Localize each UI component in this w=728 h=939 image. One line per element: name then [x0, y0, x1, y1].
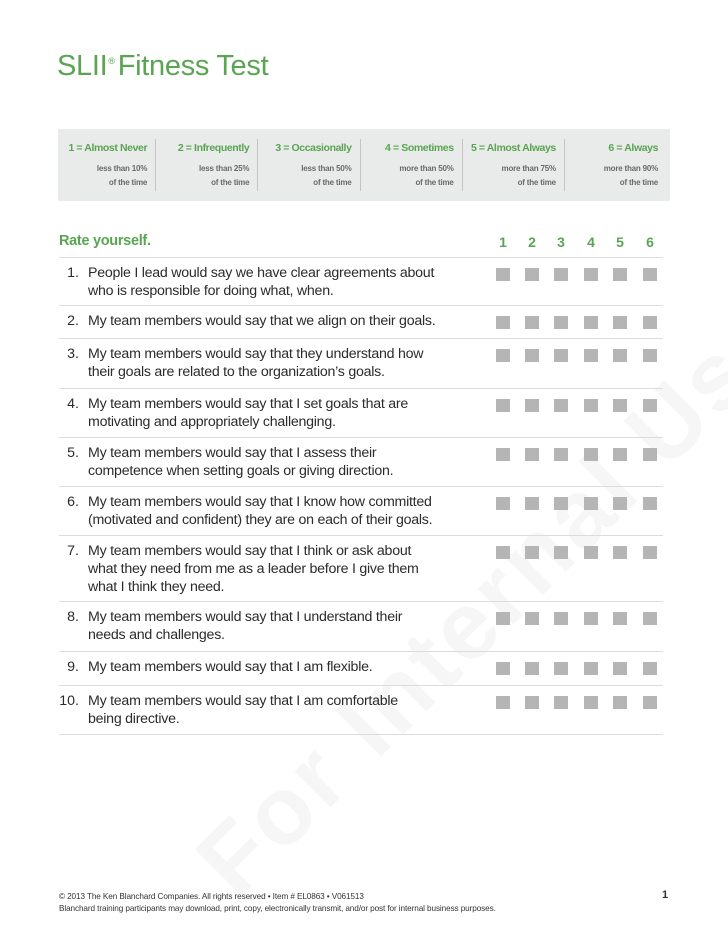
question-text-line: My team members would say that I am flexible. [88, 659, 373, 675]
rating-checkbox-1[interactable] [496, 546, 510, 559]
question-text-line: My team members would say that I think or ask about [88, 543, 412, 559]
question-text [88, 395, 488, 431]
question-number: 4. [67, 396, 79, 412]
question-row [59, 306, 663, 339]
rating-checkbox-6[interactable] [643, 448, 657, 461]
rating-checkbox-4[interactable] [584, 546, 598, 559]
rating-checkbox-4[interactable] [584, 497, 598, 510]
legend-desc: less than 50% of the time [301, 164, 352, 187]
rating-checkbox-4[interactable] [584, 349, 598, 362]
rating-checkbox-4[interactable] [584, 696, 598, 709]
question-text-line: who is responsible for doing what, when. [88, 283, 334, 299]
legend-desc: more than 50% of the time [399, 164, 454, 187]
question-row [59, 602, 663, 652]
rating-checkbox-2[interactable] [525, 662, 539, 675]
question-number: 7. [67, 543, 79, 559]
rating-checkbox-5[interactable] [613, 349, 627, 362]
rating-header [59, 232, 663, 258]
rating-checkbox-3[interactable] [554, 448, 568, 461]
rating-checkbox-5[interactable] [613, 662, 627, 675]
legend-item-5 [471, 139, 565, 191]
usage-line: Blanchard training participants may download, print, copy, electronically transmit, and/or post for internal business purposes. [59, 904, 496, 913]
legend-desc: less than 10% of the time [96, 164, 148, 187]
rating-checkbox-2[interactable] [525, 497, 539, 510]
question-text-line: My team members would say that we align on their goals. [88, 313, 436, 329]
legend-label: 1 = Almost Never [68, 142, 148, 154]
question-text [88, 493, 488, 529]
legend-item-1 [62, 139, 156, 191]
question-text-line: My team members would say that they understand how [88, 346, 424, 362]
question-row [59, 686, 663, 735]
rating-checkbox-6[interactable] [643, 546, 657, 559]
question-number: 3. [67, 346, 79, 362]
question-number: 5. [67, 445, 79, 461]
copyright-line: © 2013 The Ken Blanchard Companies. All rights reserved • Item # EL0863 • V061513 [59, 892, 364, 901]
rating-checkbox-6[interactable] [643, 268, 657, 281]
rating-checkbox-3[interactable] [554, 316, 568, 329]
rating-checkbox-5[interactable] [613, 612, 627, 625]
rating-checkbox-2[interactable] [525, 696, 539, 709]
question-number: 1. [67, 265, 79, 281]
question-text-line: their goals are related to the organization’s goals. [88, 364, 385, 380]
rating-checkbox-6[interactable] [643, 696, 657, 709]
rating-checkbox-5[interactable] [613, 696, 627, 709]
footer [59, 891, 496, 915]
rating-checkbox-6[interactable] [643, 662, 657, 675]
legend-label: 2 = Infrequently [177, 142, 250, 154]
rating-checkbox-1[interactable] [496, 316, 510, 329]
page-title [57, 50, 268, 83]
question-text-line: what they need from me as a leader before I give them [88, 561, 419, 577]
question-text-line: My team members would say that I know how committed [88, 494, 432, 510]
rating-checkbox-1[interactable] [496, 268, 510, 281]
rating-checkbox-3[interactable] [554, 546, 568, 559]
question-text [88, 608, 488, 644]
rating-checkbox-3[interactable] [554, 612, 568, 625]
question-row [59, 438, 663, 487]
legend-label: 5 = Almost Always [470, 142, 556, 154]
rating-checkbox-2[interactable] [525, 316, 539, 329]
rating-checkbox-1[interactable] [496, 696, 510, 709]
rating-checkbox-1[interactable] [496, 349, 510, 362]
rating-checkbox-3[interactable] [554, 662, 568, 675]
rating-checkbox-1[interactable] [496, 399, 510, 412]
rating-checkbox-4[interactable] [584, 399, 598, 412]
question-text-line: being directive. [88, 711, 180, 727]
rating-checkbox-4[interactable] [584, 612, 598, 625]
rating-checkbox-5[interactable] [613, 497, 627, 510]
rating-checkbox-4[interactable] [584, 268, 598, 281]
rating-checkbox-4[interactable] [584, 662, 598, 675]
rating-checkbox-5[interactable] [613, 546, 627, 559]
legend-item-3 [266, 139, 360, 191]
question-text-line: My team members would say that I assess their [88, 445, 377, 461]
question-text [88, 658, 488, 676]
rating-checkbox-5[interactable] [613, 448, 627, 461]
question-text [88, 312, 488, 330]
question-text-line: My team members would say that I am comfortable [88, 693, 398, 709]
rate-yourself-heading: Rate yourself. [59, 233, 151, 249]
rating-checkbox-3[interactable] [554, 268, 568, 281]
question-number: 9. [67, 659, 79, 675]
rating-checkbox-2[interactable] [525, 399, 539, 412]
rating-checkbox-6[interactable] [643, 612, 657, 625]
scale-header-5: 5 [616, 234, 624, 250]
scale-header-3: 3 [557, 234, 565, 250]
question-number: 10. [59, 693, 79, 709]
rating-checkbox-3[interactable] [554, 399, 568, 412]
question-row [59, 258, 663, 306]
question-text-line: motivating and appropriately challenging. [88, 414, 336, 430]
question-text-line: My team members would say that I understand their [88, 609, 403, 625]
rating-checkbox-1[interactable] [496, 448, 510, 461]
rating-checkbox-5[interactable] [613, 399, 627, 412]
question-row [59, 536, 663, 602]
rating-checkbox-3[interactable] [554, 497, 568, 510]
scale-legend [58, 129, 670, 201]
rating-checkbox-4[interactable] [584, 316, 598, 329]
scale-header-1: 1 [499, 234, 507, 250]
scale-header-2: 2 [528, 234, 536, 250]
rating-checkbox-6[interactable] [643, 349, 657, 362]
question-row [59, 339, 663, 389]
rating-checkbox-1[interactable] [496, 662, 510, 675]
legend-desc: more than 75% of the time [501, 164, 556, 187]
rating-checkbox-3[interactable] [554, 696, 568, 709]
question-number: 8. [67, 609, 79, 625]
question-text [88, 444, 488, 480]
rating-checkbox-2[interactable] [525, 448, 539, 461]
question-text [88, 345, 488, 381]
legend-desc: more than 90% of the time [603, 164, 659, 187]
rating-checkbox-1[interactable] [496, 612, 510, 625]
question-text [88, 542, 488, 596]
question-text-line: People I lead would say we have clear agreements about [88, 265, 435, 281]
legend-label: 4 = Sometimes [385, 142, 454, 154]
rating-checkbox-6[interactable] [643, 399, 657, 412]
question-row [59, 487, 663, 536]
rating-checkbox-6[interactable] [643, 316, 657, 329]
page-number: 1 [662, 889, 669, 901]
scale-header-4: 4 [587, 234, 595, 250]
question-text-line: needs and challenges. [88, 627, 225, 643]
title-main: SLII [57, 50, 108, 82]
question-text-line: My team members would say that I set goals that are [88, 396, 409, 412]
rating-checkbox-2[interactable] [525, 546, 539, 559]
question-text-line: competence when setting goals or giving direction. [88, 463, 394, 479]
rating-checkbox-2[interactable] [525, 349, 539, 362]
legend-label: 3 = Occasionally [275, 142, 352, 154]
legend-label: 6 = Always [608, 142, 659, 154]
question-number: 6. [67, 494, 79, 510]
legend-desc: less than 25% of the time [199, 164, 250, 187]
question-text-line: (motivated and confident) they are on each of their goals. [88, 512, 433, 528]
question-text-line: what I think they need. [88, 579, 225, 595]
question-text [88, 264, 488, 300]
rating-checkbox-1[interactable] [496, 497, 510, 510]
legend-item-4 [369, 139, 463, 191]
question-number: 2. [67, 313, 79, 329]
scale-header-6: 6 [646, 234, 654, 250]
rating-checkbox-5[interactable] [613, 316, 627, 329]
question-row [59, 652, 663, 686]
legend-item-6 [573, 139, 658, 191]
question-row [59, 389, 663, 438]
rating-checkbox-4[interactable] [584, 448, 598, 461]
registered-mark: ® [108, 56, 115, 66]
rating-checkbox-3[interactable] [554, 349, 568, 362]
legend-item-2 [164, 139, 258, 191]
rating-checkbox-2[interactable] [525, 268, 539, 281]
question-text [88, 692, 488, 728]
rating-checkbox-6[interactable] [643, 497, 657, 510]
rating-checkbox-5[interactable] [613, 268, 627, 281]
rating-checkbox-2[interactable] [525, 612, 539, 625]
title-rest: Fitness Test [117, 50, 269, 82]
